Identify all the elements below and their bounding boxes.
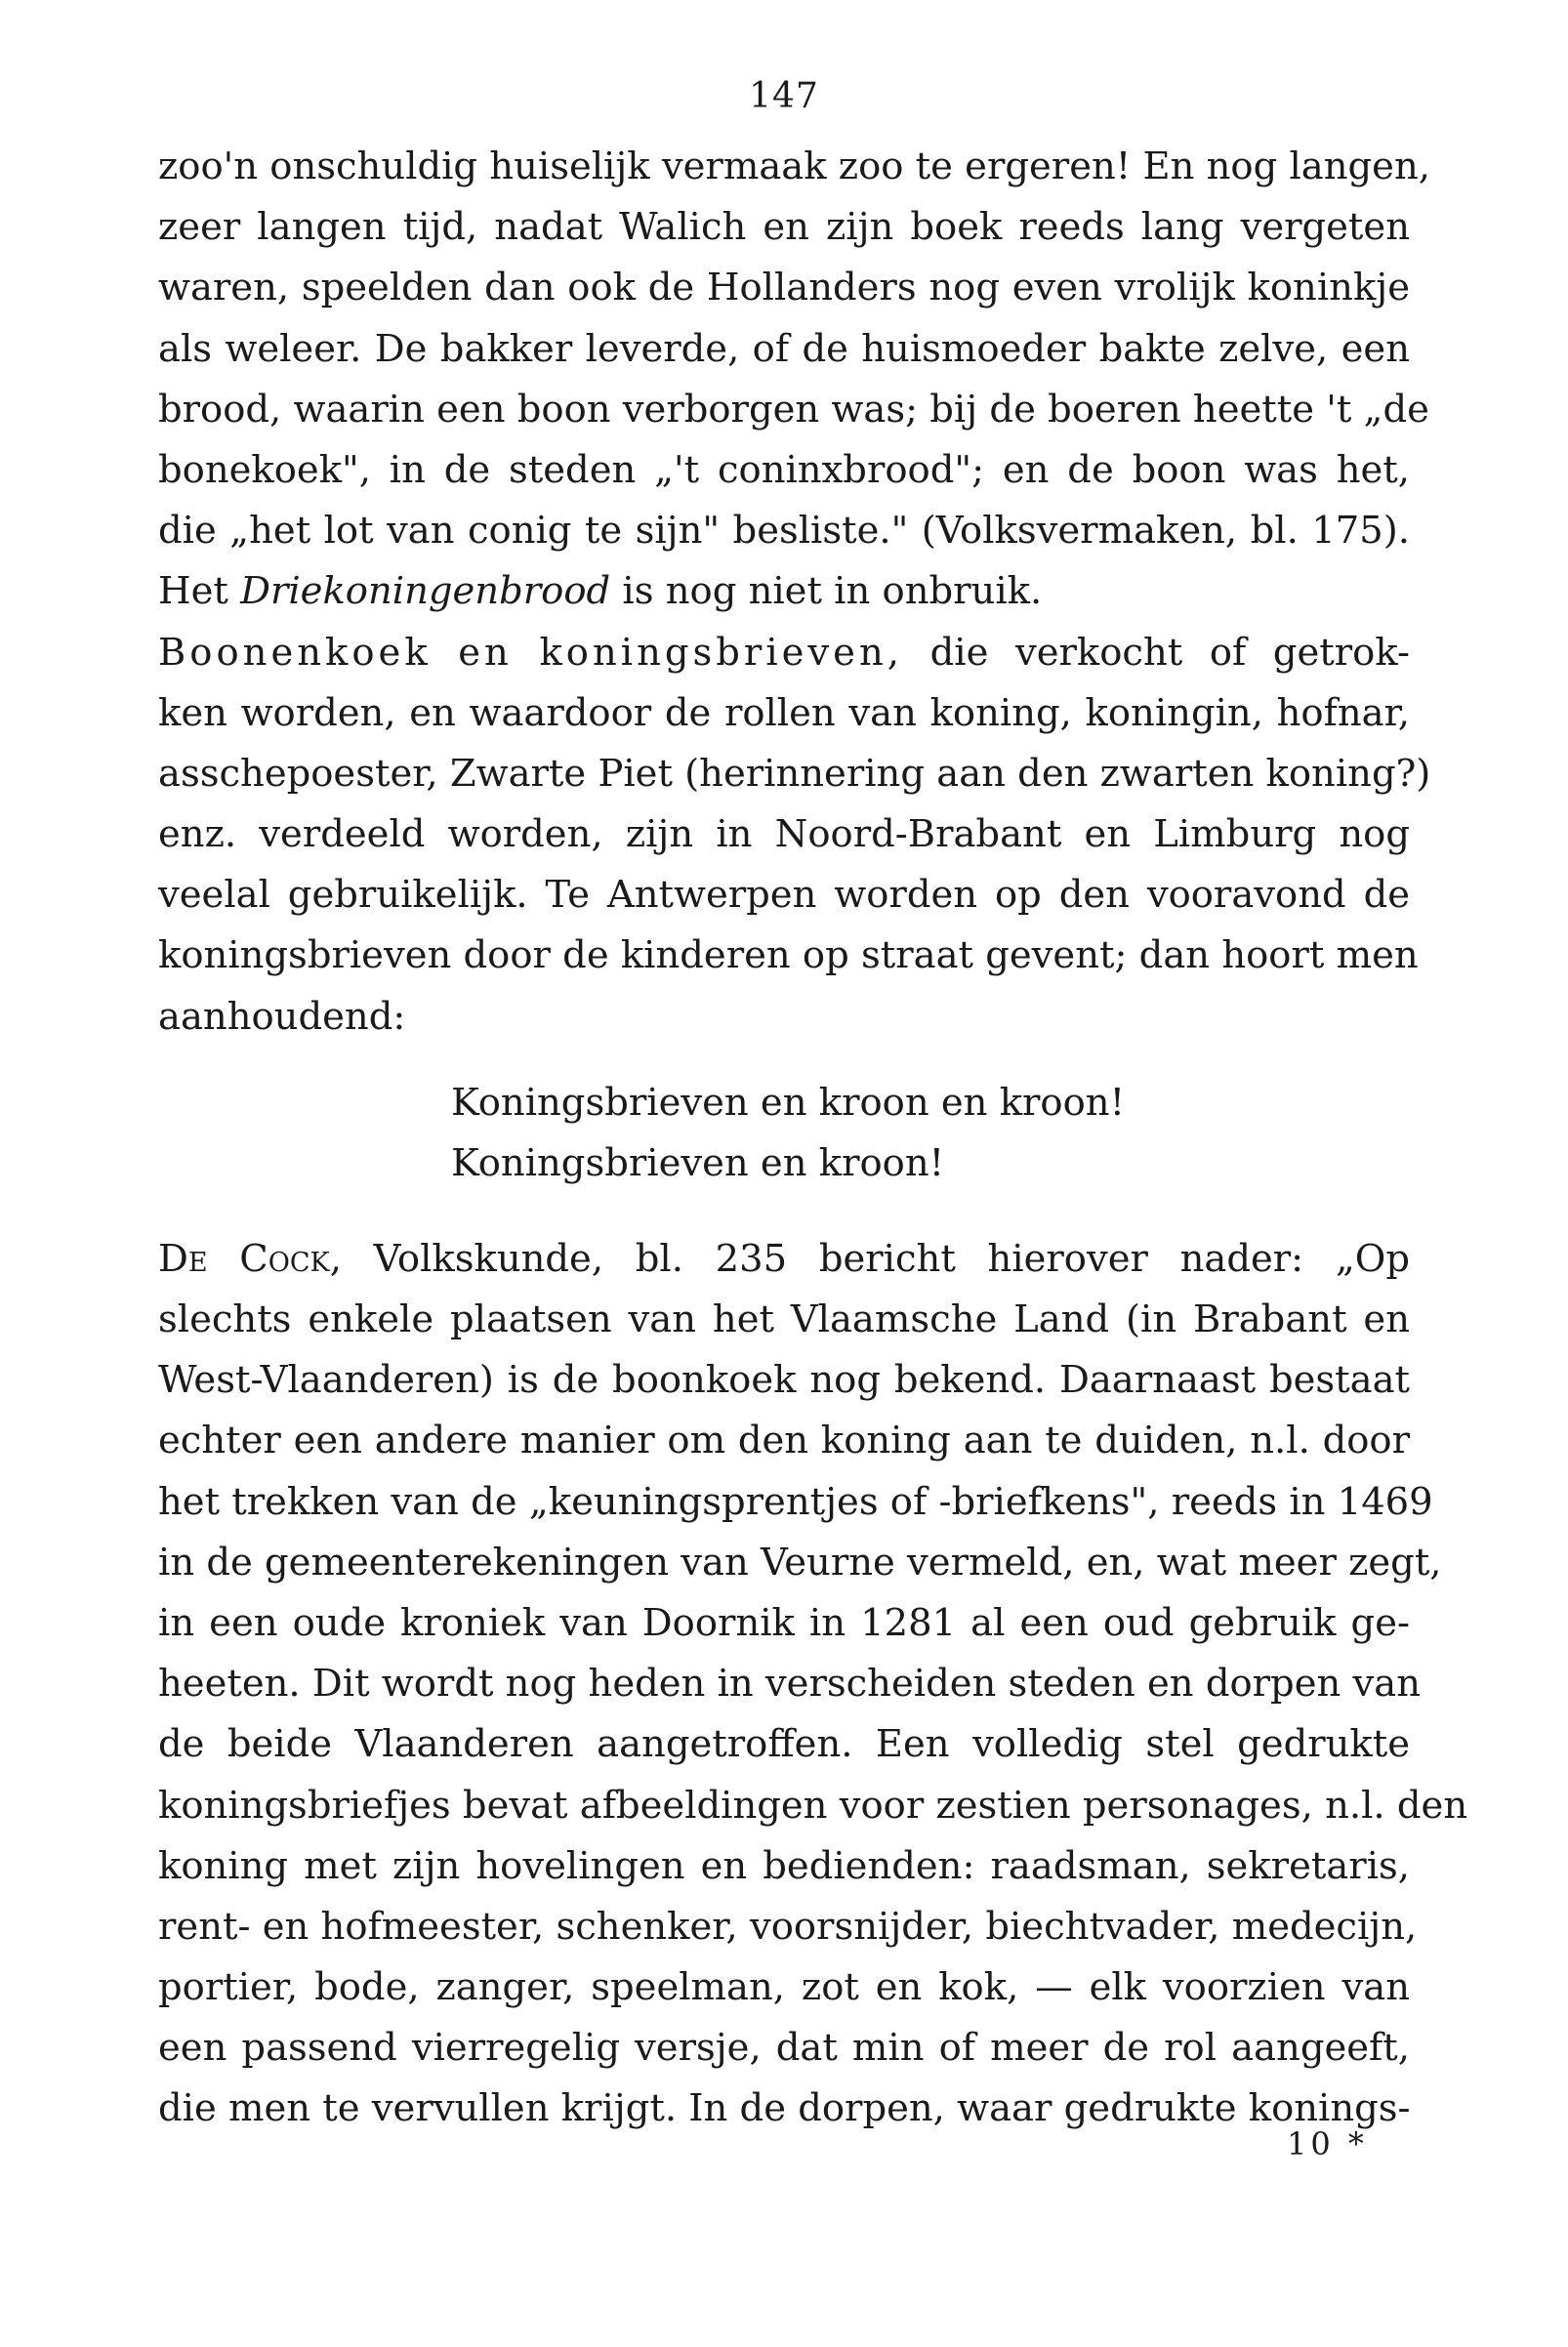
page-number: 147 [749, 76, 819, 116]
text-line: het trekken van de „keuningsprentjes of -briefkens", reeds in 1469 [158, 1479, 1433, 1524]
text-line: die men te vervullen krijgt. In de dorpen, waar gedrukte konings- [158, 2086, 1411, 2131]
spacer [158, 1194, 1410, 1229]
text-line: zoo'n onschuldig huiselijk vermaak zoo te ergeren! En nog langen, [158, 144, 1431, 188]
text-line: in de gemeenterekeningen van Veurne vermeld, en, wat meer zegt, [158, 1540, 1442, 1585]
text-line: ken worden, en waardoor de rollen van koning, koningin, hofnar, [158, 690, 1410, 735]
text-fragment: die verkocht of getrok- [929, 630, 1410, 675]
text-fragment: Volkskunde, bl. 235 bericht hierover nader: „Op [373, 1236, 1410, 1281]
spaced-term: koningsbrieven, [539, 630, 903, 675]
text-line: koning met zijn hovelingen en bedienden: raadsman, sekretaris, [158, 1843, 1410, 1888]
text-line: portier, bode, zanger, speelman, zot en kok, — elk voorzien van [158, 1965, 1410, 2010]
text-line: slechts enkele plaatsen van het Vlaamsche Land (in Brabant en [158, 1297, 1410, 1341]
author-name: De Cock, [158, 1236, 342, 1281]
text-line: brood, waarin een boon verborgen was; bij de boeren heette 't „de [158, 387, 1429, 432]
text-line: West-Vlaanderen) is de boonkoek nog bekend. Daarnaast bestaat [158, 1358, 1410, 1403]
body-text [158, 137, 1468, 2140]
text-line: als weleer. De bakker leverde, of de huismoeder bakte zelve, een [158, 326, 1410, 371]
text-fragment: is nog niet in onbruik. [622, 569, 1043, 614]
verse-line: Koningsbrieven en kroon en kroon! [451, 1080, 1126, 1125]
paragraph-3 [158, 1229, 1468, 2140]
text-line: echter een andere manier om den koning aan te duiden, n.l. door [158, 1419, 1410, 1463]
text-line: de beide Vlaanderen aangetroffen. Een volledig stel gedrukte [158, 1722, 1410, 1767]
text-line: in een oude kroniek van Doornik in 1281 al een oud gebruik ge- [158, 1600, 1410, 1645]
text-line [158, 561, 1410, 622]
signature-mark: 10 * [1287, 2125, 1368, 2162]
text-line: asschepoester, Zwarte Piet (herinnering aan den zwarten koning?) [158, 751, 1431, 796]
text-line: die „het lot van conig te sijn" besliste." (Volksvermaken, bl. 175). [158, 509, 1410, 554]
text-line: waren, speelden dan ook de Hollanders nog even vrolijk koninkje [158, 266, 1410, 310]
spaced-term: Boonenkoek [158, 630, 432, 675]
verse-line: Koningsbrieven en kroon! [451, 1140, 945, 1185]
text-line: veelal gebruikelijk. Te Antwerpen worden op den vooravond de [158, 873, 1410, 918]
paragraph-2 [158, 623, 1431, 1048]
text-line: aanhoudend: [158, 994, 406, 1039]
text-line [158, 1229, 1410, 1290]
text-line: koningsbrieven door de kinderen op straat gevent; dan hoort men [158, 933, 1419, 978]
text-line: koningsbriefjes bevat afbeeldingen voor zestien personages, n.l. den [158, 1783, 1468, 1828]
paragraph-1 [158, 137, 1431, 623]
spaced-term: en [458, 630, 513, 675]
text-line: zeer langen tijd, nadat Walich en zijn boek reeds lang vergeten [158, 205, 1410, 250]
text-line: een passend vierregelig versje, dat min of meer de rol aangeeft, [158, 2026, 1410, 2071]
spacer [158, 1048, 1410, 1073]
text-line: bonekoek", in de steden „'t coninxbrood"; en de boon was het, [158, 447, 1410, 492]
text-line [158, 623, 1410, 683]
text-line: heeten. Dit wordt nog heden in verscheiden steden en dorpen van [158, 1662, 1422, 1707]
text-line: enz. verdeeld worden, zijn in Noord-Brabant en Limburg nog [158, 812, 1410, 857]
text-fragment: Het [158, 569, 228, 614]
verse-block [158, 1073, 1410, 1194]
italic-title: Driekoningenbrood [240, 569, 611, 614]
text-line: rent- en hofmeester, schenker, voorsnijder, biechtvader, medecijn, [158, 1904, 1418, 1949]
